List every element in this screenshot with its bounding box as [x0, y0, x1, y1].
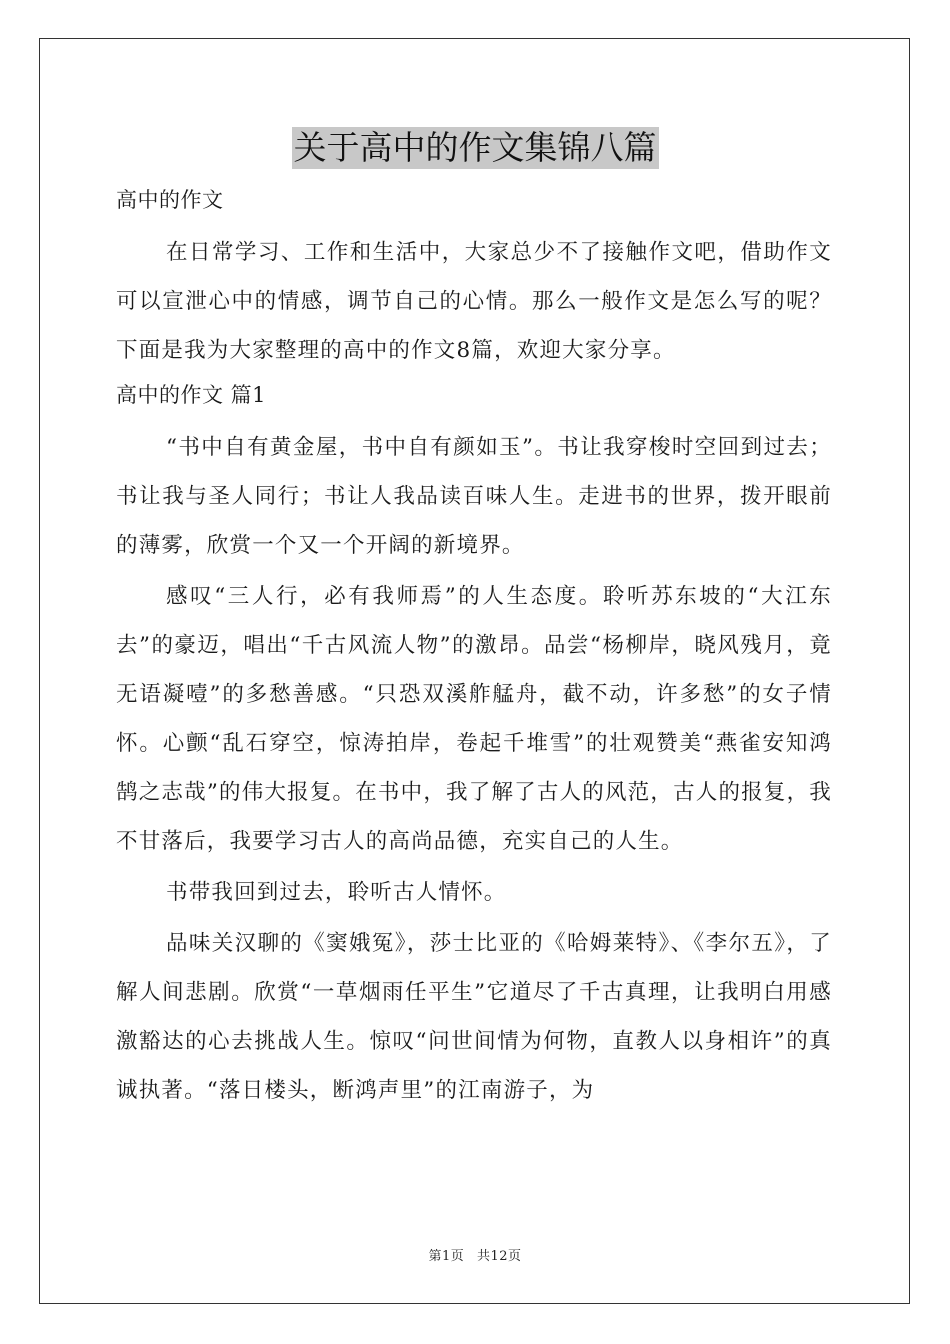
body-paragraph-4: 品味关汉聊的《窦娥冤》，莎士比亚的《哈姆莱特》、《李尔五》，了解人间悲剧。欣赏“一草烟雨任平生”它道尽了千古真理，让我明白用感激豁达的心去挑战人生。惊叹“问世间情为何物，直教人以身相许”的真诚执著。“落日楼头，断鸿声里”的江南游子，为	[116, 931, 832, 1103]
page-total: 共12页	[476, 1249, 522, 1264]
page-footer	[0, 1245, 950, 1264]
title-container	[0, 127, 950, 169]
intro-paragraph: 在日常学习、工作和生活中，大家总少不了接触作文吧，借助作文可以宣泄心中的情感，调节自己的心情。那么一般作文是怎么写的呢？下面是我为大家整理的高中的作文8篇，欢迎大家分享。	[116, 240, 832, 363]
page-number: 第1页	[428, 1249, 465, 1264]
intro-heading: 高中的作文	[116, 188, 224, 212]
body-paragraph-2: 感叹“三人行，必有我师焉”的人生态度。聆听苏东坡的“大江东去”的豪迈，唱出“千古风流人物”的激昂。品尝“杨柳岸，晓风残月，竟无语凝噎”的多愁善感。“只恐双溪舴艋舟，截不动，许多愁”的女子情怀。心颤“乱石穿空，惊涛拍岸，卷起千堆雪”的壮观赞美“燕雀安知鸿鹄之志哉”的伟大报复。在书中，我了解了古人的风范，古人的报复，我不甘落后，我要学习古人的高尚品德，充实自己的人生。	[116, 584, 832, 854]
body-paragraph-1: “书中自有黄金屋，书中自有颜如玉”。书让我穿梭时空回到过去；书让我与圣人同行；书让人我品读百味人生。走进书的世界，拨开眼前的薄雾，欣赏一个又一个开阔的新境界。	[116, 435, 832, 558]
document-body	[116, 180, 832, 1115]
section-heading: 高中的作文 篇1	[116, 383, 267, 407]
body-paragraph-3: 书带我回到过去，聆听古人情怀。	[166, 880, 507, 905]
document-title: 关于高中的作文集锦八篇	[293, 128, 657, 167]
